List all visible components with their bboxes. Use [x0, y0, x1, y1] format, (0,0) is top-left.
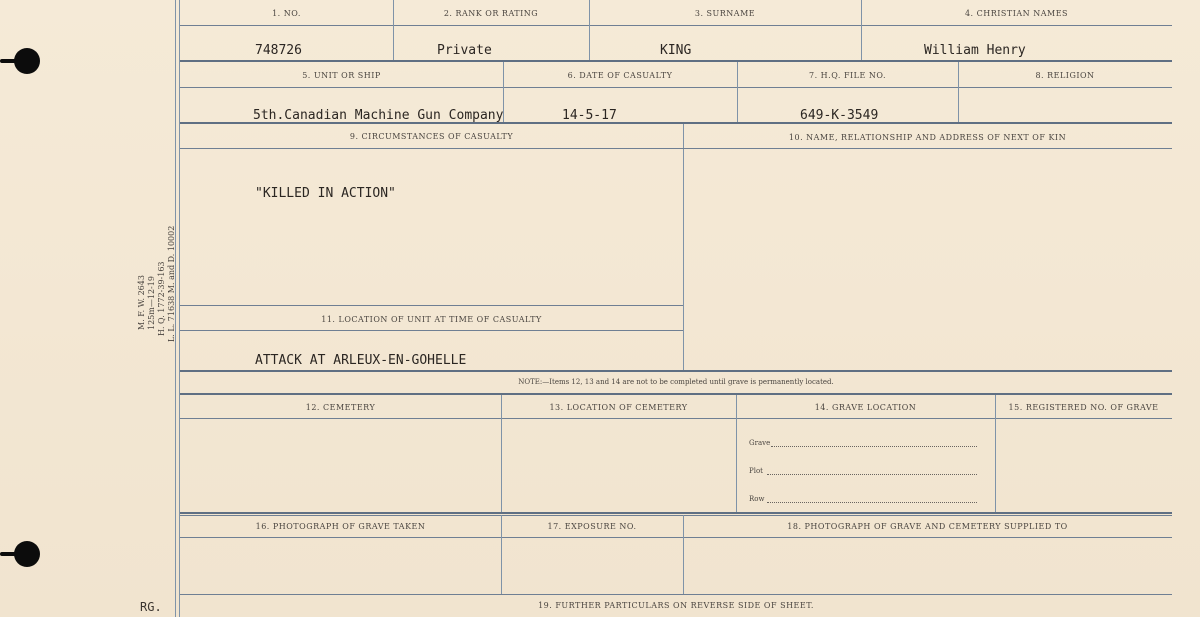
form-code-2: 125m—12-19	[147, 276, 156, 330]
header-cemetery-location: 13. LOCATION OF CEMETERY	[549, 403, 688, 412]
header-number: 1. NO.	[272, 9, 301, 18]
punch-hole-bottom	[14, 541, 40, 567]
value-number: 748726	[255, 43, 302, 58]
value-circumstances: "KILLED IN ACTION"	[255, 186, 396, 201]
circumstances-bottom-rule	[180, 305, 683, 306]
header-grave-location: 14. GRAVE LOCATION	[814, 403, 917, 412]
header-christian-names: 4. CHRISTIAN NAMES	[964, 9, 1069, 18]
header-religion: 8. RELIGION	[1035, 71, 1095, 80]
note-bottom-rule	[180, 393, 1172, 395]
header-photograph-taken: 16. PHOTOGRAPH OF GRAVE TAKEN	[255, 522, 426, 531]
label-plot: Plot	[749, 467, 763, 475]
header-location: 11. LOCATION OF UNIT AT TIME OF CASUALTY	[321, 315, 542, 324]
value-unit: 5th.Canadian Machine Gun Company	[253, 108, 504, 123]
form-code-1: M. F. W. 2643	[137, 275, 146, 330]
header-cemetery: 12. CEMETERY	[305, 403, 376, 412]
value-christian-names: William Henry	[924, 43, 1026, 58]
header-registered-no: 15. REGISTERED NO. OF GRAVE	[1008, 403, 1159, 412]
row3-bottom-rule	[180, 370, 1172, 372]
form-code-4: L. L. 71638 M. and D. 10002	[167, 225, 176, 342]
label-grave: Grave	[749, 439, 771, 447]
header-file-no: 7. H.Q. FILE NO.	[809, 71, 886, 80]
header-surname: 3. SURNAME	[694, 9, 756, 18]
location-header-rule	[180, 330, 683, 331]
row4-bottom-rule	[180, 512, 1172, 514]
plot-dotted-line	[767, 474, 977, 475]
row2-header-rule	[180, 87, 1172, 88]
punch-hole-top	[14, 48, 40, 74]
value-rank: Private	[437, 43, 492, 58]
form-code-3: H. Q. 1772-39-163	[157, 261, 166, 336]
value-date: 14-5-17	[562, 108, 617, 123]
label-row: Row	[749, 495, 765, 503]
note-text: NOTE:—Items 12, 13 and 14 are not to be completed until grave is permanently located.	[518, 378, 834, 386]
corner-mark: RG.	[140, 600, 162, 614]
row-dotted-line	[767, 502, 977, 503]
value-file-no: 649-K-3549	[800, 108, 879, 123]
value-location: ATTACK AT ARLEUX-EN-GOHELLE	[255, 353, 467, 368]
header-rank: 2. RANK OR RATING	[443, 9, 539, 18]
row4-divider-1	[501, 395, 502, 512]
row1-header-rule	[180, 25, 1172, 26]
row3-divider	[683, 124, 684, 370]
header-unit: 5. UNIT OR SHIP	[302, 71, 381, 80]
row5-bottom-rule	[180, 594, 1172, 595]
row4-divider-3	[995, 395, 996, 512]
header-circumstances: 9. CIRCUMSTANCES OF CASUALTY	[349, 132, 514, 141]
grave-dotted-line	[771, 446, 977, 447]
value-surname: KING	[660, 43, 692, 58]
row5-header-rule	[180, 537, 1172, 538]
header-photograph-supplied: 18. PHOTOGRAPH OF GRAVE AND CEMETERY SUPPLIED TO	[787, 522, 1068, 531]
header-next-of-kin: 10. NAME, RELATIONSHIP AND ADDRESS OF NEXT OF KIN	[788, 133, 1067, 142]
row1-bottom-rule	[180, 60, 1172, 62]
row4-divider-2	[736, 395, 737, 512]
row5-top-rule	[180, 515, 1172, 516]
header-exposure-no: 17. EXPOSURE NO.	[547, 522, 637, 531]
footer-text: 19. FURTHER PARTICULARS ON REVERSE SIDE OF SHEET.	[538, 601, 814, 610]
row4-header-rule	[180, 418, 1172, 419]
header-date: 6. DATE OF CASUALTY	[567, 71, 673, 80]
row3-header-rule	[180, 148, 1172, 149]
